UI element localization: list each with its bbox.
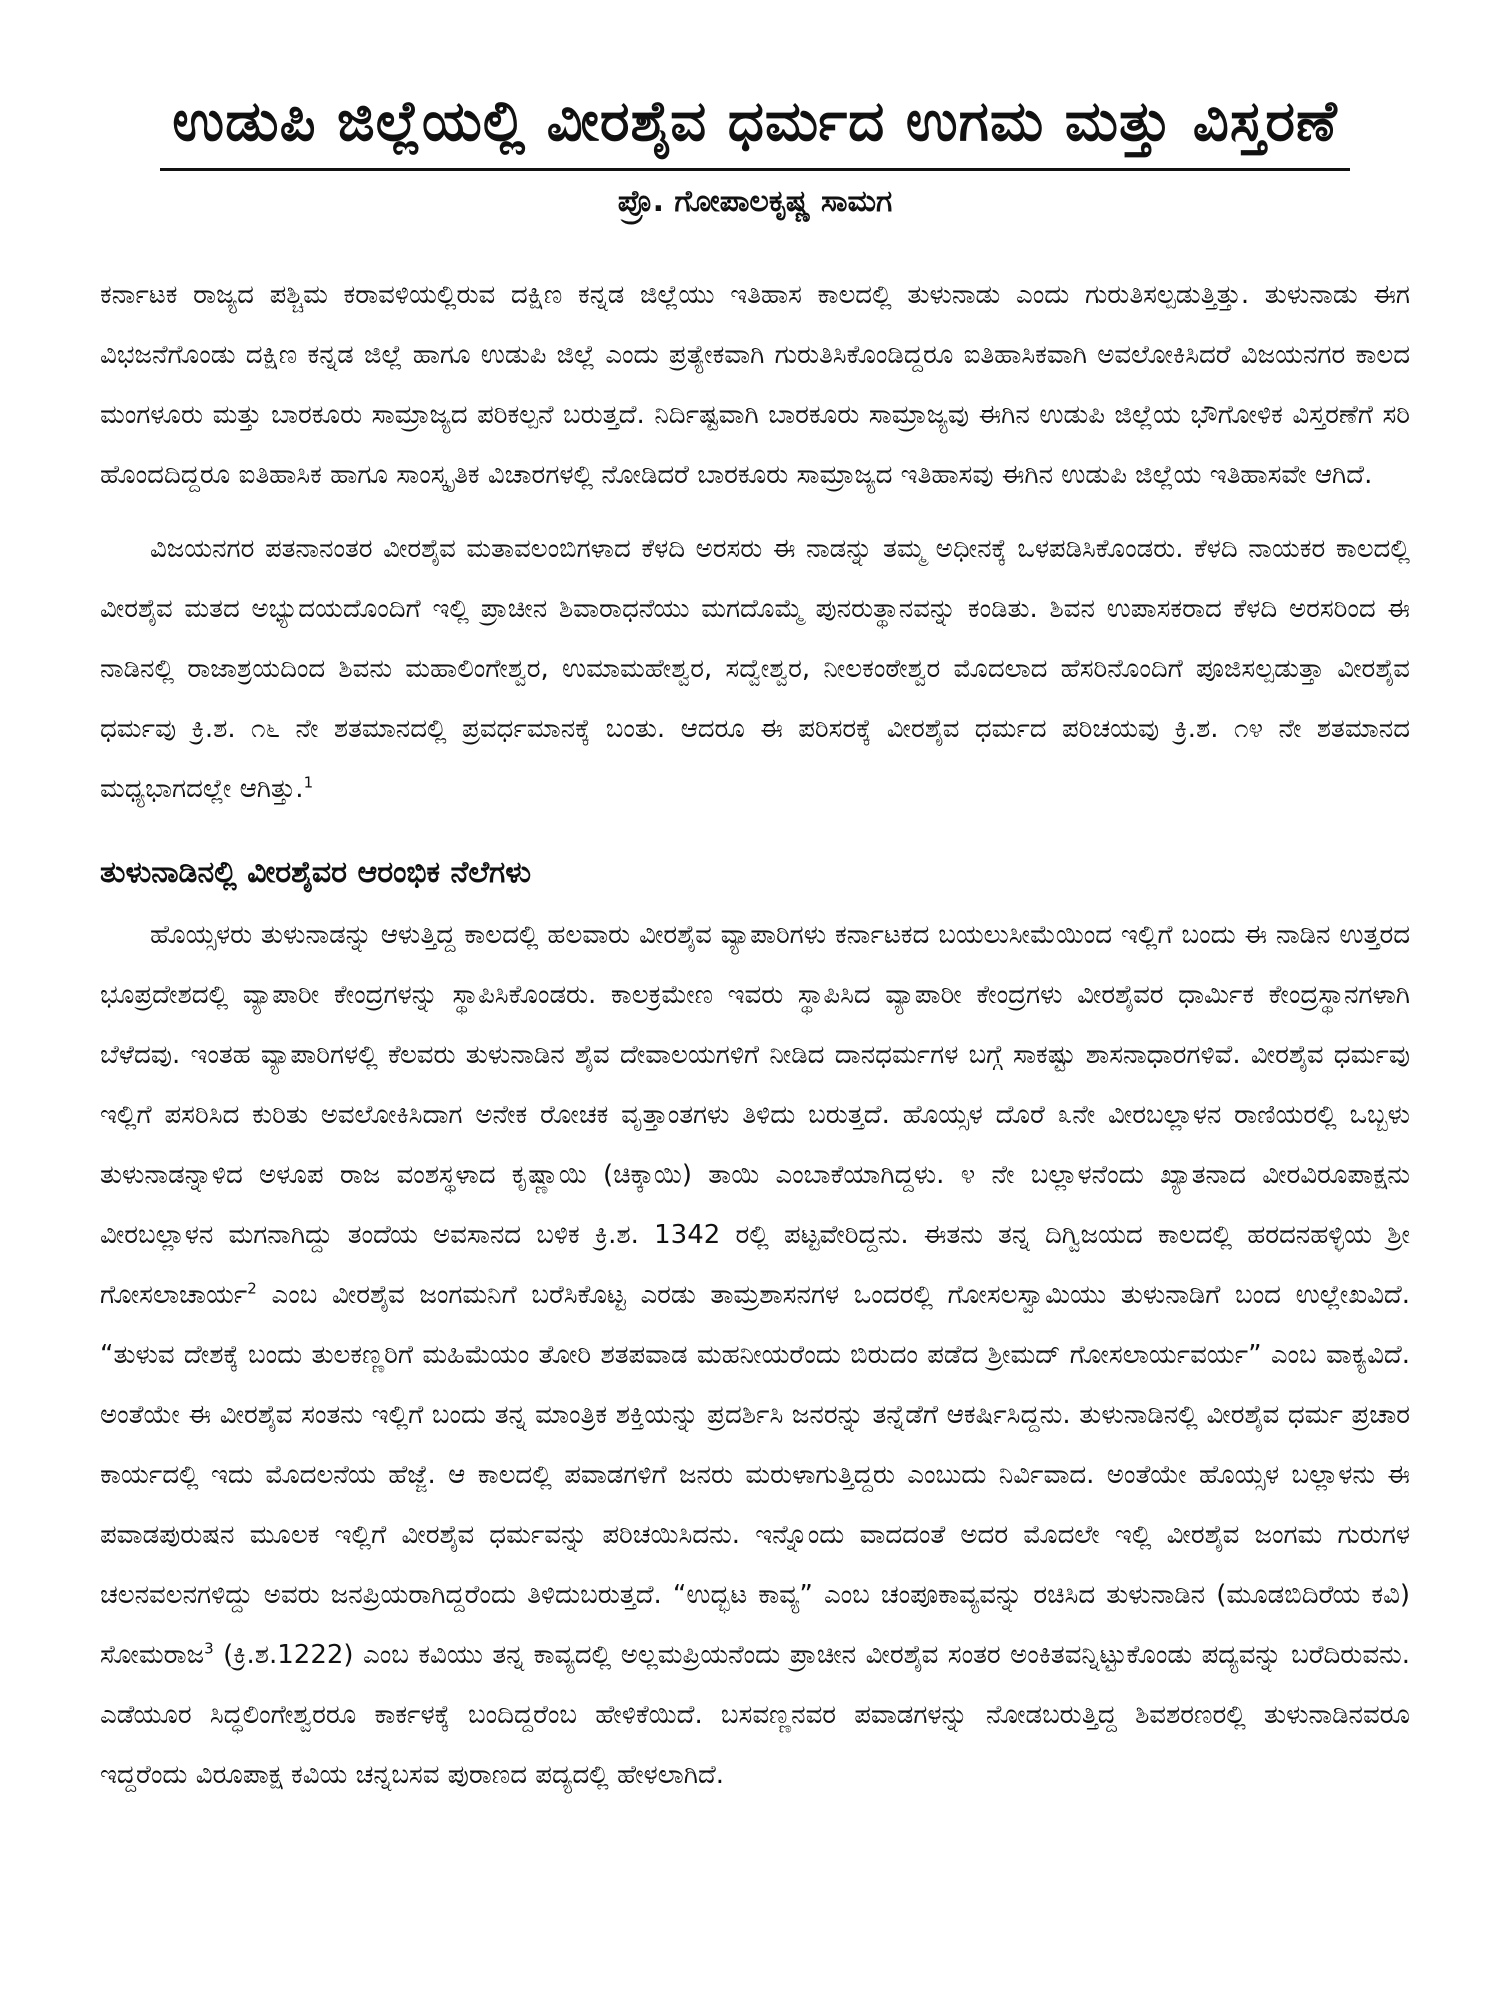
title-underline — [160, 168, 1350, 171]
paragraph-hoysala — [100, 905, 1410, 1805]
footnote-mark-3: 3 — [204, 1639, 214, 1658]
page-title: ಉಡುಪಿ ಜಿಲ್ಲೆಯಲ್ಲಿ ವೀರಶೈವ ಧರ್ಮದ ಉಗಮ ಮತ್ತು ವಿಸ್ತರಣೆ — [172, 89, 1338, 154]
paragraph-hoysala-text-b: ಎಂಬ ವೀರಶೈವ ಜಂಗಮನಿಗೆ ಬರೆಸಿಕೊಟ್ಟ ಎರಡು ತಾಮ್ರಶಾಸನಗಳ ಒಂದರಲ್ಲಿ ಗೋಸಲಸ್ವಾಮಿಯು ತುಳುನಾಡಿಗೆ ಬಂದ ಉಲ್ಲೇಖವಿದೆ. “ತುಳುವ ದೇಶಕ್ಕೆ ಬಂದು ತುಲಕಣ್ಣರಿಗೆ ಮಹಿಮೆಯಂ ತೋರಿ ಶತಪವಾಡ ಮಹನೀಯರೆಂದು ಬಿರುದಂ ಪಡೆದ ಶ್ರೀಮದ್ ಗೋಸಲಾರ್ಯವರ್ಯ” ಎಂಬ ವಾಕ್ಯವಿದೆ. ಅಂತೆಯೇ ಈ ವೀರಶೈವ ಸಂತನು ಇಲ್ಲಿಗೆ ಬಂದು ತನ್ನ ಮಾಂತ್ರಿಕ ಶಕ್ತಿಯನ್ನು ಪ್ರದರ್ಶಿಸಿ ಜನರನ್ನು ತನ್ನೆಡೆಗೆ ಆಕರ್ಷಿಸಿದ್ದನು. ತುಳುನಾಡಿನಲ್ಲಿ ವೀರಶೈವ ಧರ್ಮ ಪ್ರಚಾರ ಕಾರ್ಯದಲ್ಲಿ ಇದು ಮೊದಲನೆಯ ಹೆಜ್ಜೆ. ಆ ಕಾಲದಲ್ಲಿ ಪವಾಡಗಳಿಗೆ ಜನರು ಮರುಳಾಗುತ್ತಿದ್ದರು ಎಂಬುದು ನಿರ್ವಿವಾದ. ಅಂತೆಯೇ ಹೊಯ್ಸಳ ಬಲ್ಲಾಳನು ಈ ಪವಾಡಪುರುಷನ ಮೂಲಕ ಇಲ್ಲಿಗೆ ವೀರಶೈವ ಧರ್ಮವನ್ನು ಪರಿಚಯಿಸಿದನು. ಇನ್ನೊಂದು ವಾದದಂತೆ ಅದರ ಮೊದಲೇ ಇಲ್ಲಿ ವೀರಶೈವ ಜಂಗಮ ಗುರುಗಳ ಚಲನವಲನಗಳಿದ್ದು ಅವರು ಜನಪ್ರಿಯರಾಗಿದ್ದರೆಂದು ತಿಳಿದುಬರುತ್ತದೆ. “ಉದ್ಭಟ ಕಾವ್ಯ” ಎಂಬ ಚಂಪೂಕಾವ್ಯವನ್ನು ರಚಿಸಿದ ತುಳುನಾಡಿನ (ಮೂಡಬಿದಿರೆಯ ಕವಿ) ಸೋಮರಾಜ — [100, 1280, 1410, 1670]
author-name: ಪ್ರೊ. ಗೋಪಾಲಕೃಷ್ಣ ಸಾಮಗ — [617, 184, 893, 219]
footnote-mark-2: 2 — [247, 1279, 257, 1298]
paragraph-intro-text: ಕರ್ನಾಟಕ ರಾಜ್ಯದ ಪಶ್ಚಿಮ ಕರಾವಳಿಯಲ್ಲಿರುವ ದಕ್ಷಿಣ ಕನ್ನಡ ಜಿಲ್ಲೆಯು ಇತಿಹಾಸ ಕಾಲದಲ್ಲಿ ತುಳುನಾಡು ಎಂದು ಗುರುತಿಸಲ್ಪಡುತ್ತಿತ್ತು. ತುಳುನಾಡು ಈಗ ವಿಭಜನೆಗೊಂಡು ದಕ್ಷಿಣ ಕನ್ನಡ ಜಿಲ್ಲೆ ಹಾಗೂ ಉಡುಪಿ ಜಿಲ್ಲೆ ಎಂದು ಪ್ರತ್ಯೇಕವಾಗಿ ಗುರುತಿಸಿಕೊಂಡಿದ್ದರೂ ಐತಿಹಾಸಿಕವಾಗಿ ಅವಲೋಕಿಸಿದರೆ ವಿಜಯನಗರ ಕಾಲದ ಮಂಗಳೂರು ಮತ್ತು ಬಾರಕೂರು ಸಾಮ್ರಾಜ್ಯದ ಪರಿಕಲ್ಪನೆ ಬರುತ್ತದೆ. ನಿರ್ದಿಷ್ಟವಾಗಿ ಬಾರಕೂರು ಸಾಮ್ರಾಜ್ಯವು ಈಗಿನ ಉಡುಪಿ ಜಿಲ್ಲೆಯ ಭೌಗೋಳಿಕ ವಿಸ್ತರಣೆಗೆ ಸರಿ ಹೊಂದದಿದ್ದರೂ ಐತಿಹಾಸಿಕ ಹಾಗೂ ಸಾಂಸ್ಕೃತಿಕ ವಿಚಾರಗಳಲ್ಲಿ ನೋಡಿದರೆ ಬಾರಕೂರು ಸಾಮ್ರಾಜ್ಯದ ಇತಿಹಾಸವು ಈಗಿನ ಉಡುಪಿ ಜಿಲ್ಲೆಯ ಇತಿಹಾಸವೇ ಆಗಿದೆ. — [100, 280, 1410, 490]
section-heading: ತುಳುನಾಡಿನಲ್ಲಿ ವೀರಶೈವರ ಆರಂಭಿಕ ನೆಲೆಗಳು — [100, 855, 532, 890]
footnote-mark-1: 1 — [303, 773, 314, 792]
document-page — [100, 60, 1410, 1960]
paragraph-keladi — [100, 519, 1410, 819]
paragraph-keladi-text: ವಿಜಯನಗರ ಪತನಾನಂತರ ವೀರಶೈವ ಮತಾವಲಂಬಿಗಳಾದ ಕೆಳದಿ ಅರಸರು ಈ ನಾಡನ್ನು ತಮ್ಮ ಅಧೀನಕ್ಕೆ ಒಳಪಡಿಸಿಕೊಂಡರು. ಕೆಳದಿ ನಾಯಕರ ಕಾಲದಲ್ಲಿ ವೀರಶೈವ ಮತದ ಅಭ್ಯುದಯದೊಂದಿಗೆ ಇಲ್ಲಿ ಪ್ರಾಚೀನ ಶಿವಾರಾಧನೆಯು ಮಗದೊಮ್ಮೆ ಪುನರುತ್ಥಾನವನ್ನು ಕಂಡಿತು. ಶಿವನ ಉಪಾಸಕರಾದ ಕೆಳದಿ ಅರಸರಿಂದ ಈ ನಾಡಿನಲ್ಲಿ ರಾಜಾಶ್ರಯದಿಂದ ಶಿವನು ಮಹಾಲಿಂಗೇಶ್ವರ, ಉಮಾಮಹೇಶ್ವರ, ಸದ್ವೇಶ್ವರ, ನೀಲಕಂಠೇಶ್ವರ ಮೊದಲಾದ ಹೆಸರಿನೊಂದಿಗೆ ಪೂಜಿಸಲ್ಪಡುತ್ತಾ ವೀರಶೈವ ಧರ್ಮವು ಕ್ರಿ.ಶ. ೧೬ ನೇ ಶತಮಾನದಲ್ಲಿ ಪ್ರವರ್ಧಮಾನಕ್ಕೆ ಬಂತು. ಆದರೂ ಈ ಪರಿಸರಕ್ಕೆ ವೀರಶೈವ ಧರ್ಮದ ಪರಿಚಯವು ಕ್ರಿ.ಶ. ೧೪ ನೇ ಶತಮಾನದ ಮಧ್ಯಭಾಗದಲ್ಲೇ ಆಗಿತ್ತು. — [100, 534, 1410, 804]
paragraph-hoysala-text-c: (ಕ್ರಿ.ಶ.1222) ಎಂಬ ಕವಿಯು ತನ್ನ ಕಾವ್ಯದಲ್ಲಿ ಅಲ್ಲಮಪ್ರಿಯನೆಂದು ಪ್ರಾಚೀನ ವೀರಶೈವ ಸಂತರ ಅಂಕಿತವನ್ನಿಟ್ಟುಕೊಂಡು ಪದ್ಯವನ್ನು ಬರೆದಿರುವನು. ಎಡೆಯೂರ ಸಿದ್ಧಲಿಂಗೇಶ್ವರರೂ ಕಾರ್ಕಳಕ್ಕೆ ಬಂದಿದ್ದರೆಂಬ ಹೇಳಿಕೆಯಿದೆ. ಬಸವಣ್ಣನವರ ಪವಾಡಗಳನ್ನು ನೋಡಬರುತ್ತಿದ್ದ ಶಿವಶರಣರಲ್ಲಿ ತುಳುನಾಡಿನವರೂ ಇದ್ದರೆಂದು ವಿರೂಪಾಕ್ಷ ಕವಿಯ ಚನ್ನಬಸವ ಪುರಾಣದ ಪದ್ಯದಲ್ಲಿ ಹೇಳಲಾಗಿದೆ. — [100, 1640, 1410, 1790]
paragraph-intro — [100, 265, 1410, 505]
paragraph-hoysala-text-a: ಹೊಯ್ಸಳರು ತುಳುನಾಡನ್ನು ಆಳುತ್ತಿದ್ದ ಕಾಲದಲ್ಲಿ ಹಲವಾರು ವೀರಶೈವ ವ್ಯಾಪಾರಿಗಳು ಕರ್ನಾಟಕದ ಬಯಲುಸೀಮೆಯಿಂದ ಇಲ್ಲಿಗೆ ಬಂದು ಈ ನಾಡಿನ ಉತ್ತರದ ಭೂಪ್ರದೇಶದಲ್ಲಿ ವ್ಯಾಪಾರೀ ಕೇಂದ್ರಗಳನ್ನು ಸ್ಥಾಪಿಸಿಕೊಂಡರು. ಕಾಲಕ್ರಮೇಣ ಇವರು ಸ್ಥಾಪಿಸಿದ ವ್ಯಾಪಾರೀ ಕೇಂದ್ರಗಳು ವೀರಶೈವರ ಧಾರ್ಮಿಕ ಕೇಂದ್ರಸ್ಥಾನಗಳಾಗಿ ಬೆಳೆದವು. ಇಂತಹ ವ್ಯಾಪಾರಿಗಳಲ್ಲಿ ಕೆಲವರು ತುಳುನಾಡಿನ ಶೈವ ದೇವಾಲಯಗಳಿಗೆ ನೀಡಿದ ದಾನಧರ್ಮಗಳ ಬಗ್ಗೆ ಸಾಕಷ್ಟು ಶಾಸನಾಧಾರಗಳಿವೆ. ವೀರಶೈವ ಧರ್ಮವು ಇಲ್ಲಿಗೆ ಪಸರಿಸಿದ ಕುರಿತು ಅವಲೋಕಿಸಿದಾಗ ಅನೇಕ ರೋಚಕ ವೃತ್ತಾಂತಗಳು ತಿಳಿದು ಬರುತ್ತದೆ. ಹೊಯ್ಸಳ ದೊರೆ ೩ನೇ ವೀರಬಲ್ಲಾಳನ ರಾಣಿಯರಲ್ಲಿ ಒಬ್ಬಳು ತುಳುನಾಡನ್ನಾಳಿದ ಅಳೂಪ ರಾಜ ವಂಶಸ್ಥಳಾದ ಕೃಷ್ಣಾಯಿ (ಚಿಕ್ಕಾಯಿ) ತಾಯಿ ಎಂಬಾಕೆಯಾಗಿದ್ದಳು. ೪ ನೇ ಬಲ್ಲಾಳನೆಂದು ಖ್ಯಾತನಾದ ವೀರವಿರೂಪಾಕ್ಷನು ವೀರಬಲ್ಲಾಳನ ಮಗನಾಗಿದ್ದು ತಂದೆಯ ಅವಸಾನದ ಬಳಿಕ ಕ್ರಿ.ಶ. 1342 ರಲ್ಲಿ ಪಟ್ಟವೇರಿದ್ದನು. ಈತನು ತನ್ನ ದಿಗ್ವಿಜಯದ ಕಾಲದಲ್ಲಿ ಹರದನಹಳ್ಳಿಯ ಶ್ರೀ ಗೋಸಲಾಚಾರ್ಯ — [100, 920, 1410, 1310]
